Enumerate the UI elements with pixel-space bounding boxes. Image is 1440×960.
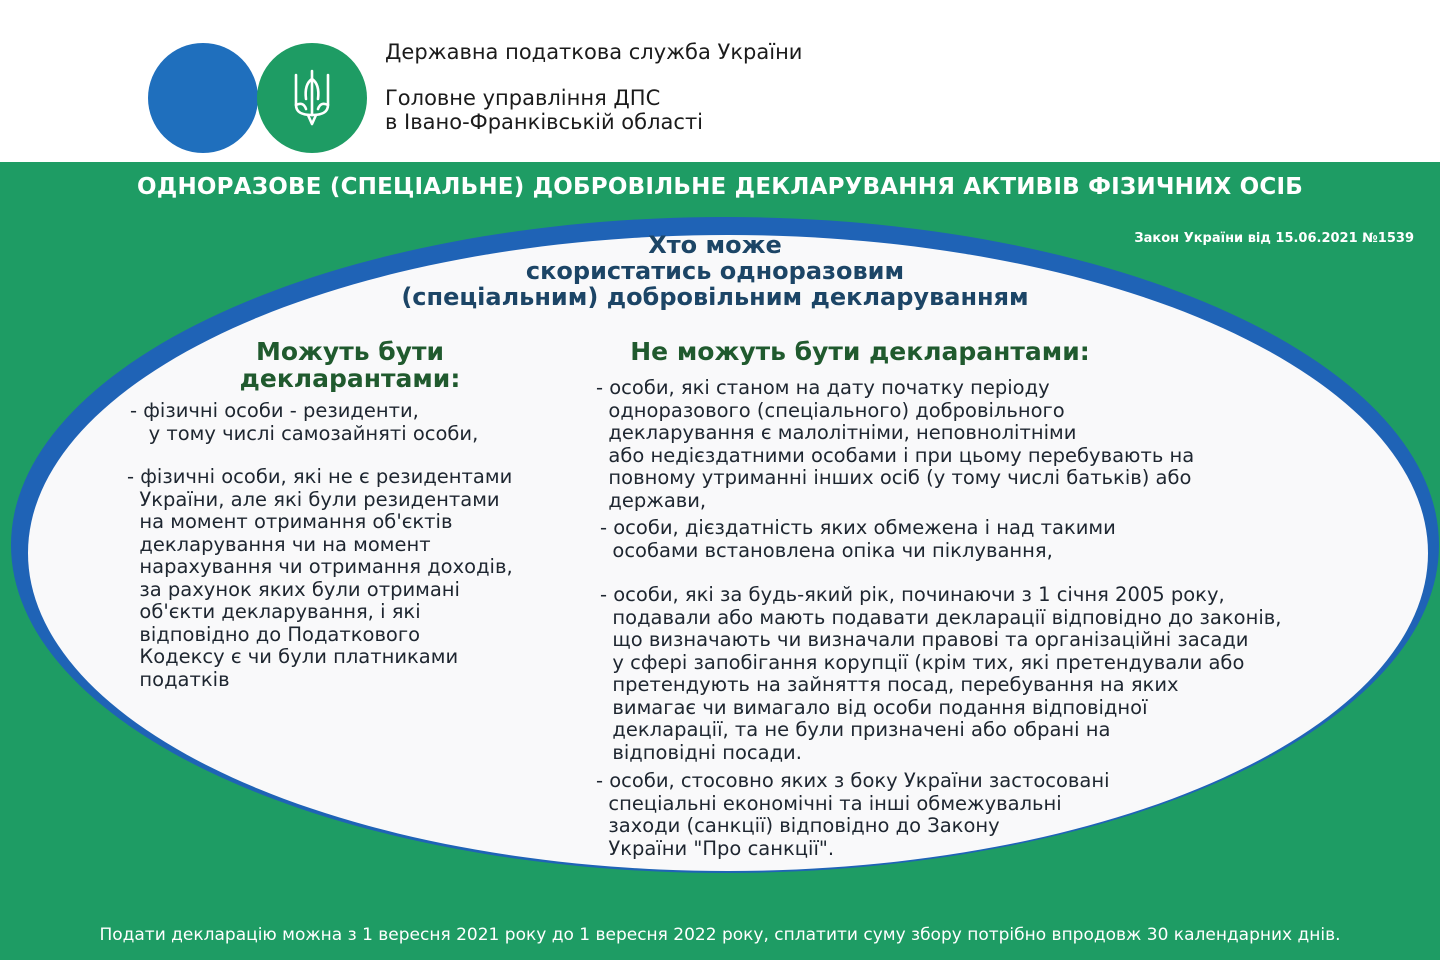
can-item-1: - фізичні особи - резиденти, у тому числі самозайняті особи, (130, 399, 479, 445)
cannot-item-2: - особи, дієздатність яких обмежена і над такими особами встановлена опіка чи піклування, (600, 516, 1116, 562)
main-title: ОДНОРАЗОВЕ (СПЕЦІАЛЬНЕ) ДОБРОВІЛЬНЕ ДЕКЛАРУВАННЯ АКТИВІВ ФІЗИЧНИХ ОСІБ (137, 174, 1303, 200)
department-line-1: Головне управління ДПС (385, 86, 661, 110)
cannot-item-4: - особи, стосовно яких з боку України застосовані спеціальні економічні та інші обмежувальні заходи (санкції) відповідно до Закону України "Про санкції". (596, 769, 1110, 860)
footer-note: Подати декларацію можна з 1 вересня 2021 року до 1 вересня 2022 року, сплатити суму збору потрібно впродовж 30 календарних днів. (99, 925, 1341, 945)
can-heading-line-2: декларантами: (239, 364, 461, 393)
law-reference: Закон України від 15.06.2021 №1539 (1134, 231, 1414, 246)
department-line-2: в Івано-Франківській області (385, 110, 704, 134)
question-line-3: (спеціальним) добровільним декларуванням (401, 283, 1029, 311)
cannot-item-3: - особи, які за будь-який рік, починаючи з 1 січня 2005 року, подавали або мають подавати декларації відповідно до законів, що визначають чи визначали правові та організаційні засади у сфері запобігання корупції (крім тих, які претендували або претендують на зайняття посад, перебування на яких вимагає чи вимагало від особи подання відповідної декларації, та не були призначені або обрані на відповідні посади. (600, 583, 1282, 764)
question-line-1: Хто може (648, 231, 782, 259)
can-heading (200, 338, 500, 392)
question-line-2: скористатись одноразовим (525, 257, 905, 285)
cannot-heading: Не можуть бути декларантами: (630, 337, 1090, 366)
can-item-2: - фізичні особи, які не є резидентами України, але які були резидентами на момент отримання об'єктів декларування чи на момент нарахування чи отримання доходів, за рахунок яких були отримані об'єкти декларування, і які відповідно до Податкового Кодексу є чи були платниками податків (127, 465, 513, 691)
question-heading (300, 232, 1130, 310)
can-heading-line-1: Можуть бути (256, 337, 444, 366)
org-name: Державна податкова служба України (385, 40, 803, 64)
cannot-item-1: - особи, які станом на дату початку періоду одноразового (спеціального) добровільного декларування є малолітніми, неповнолітніми або недієздатними особами і при цьому перебувають на повному утриманні інших осіб (у тому числі батьків) або держави, (596, 376, 1195, 512)
